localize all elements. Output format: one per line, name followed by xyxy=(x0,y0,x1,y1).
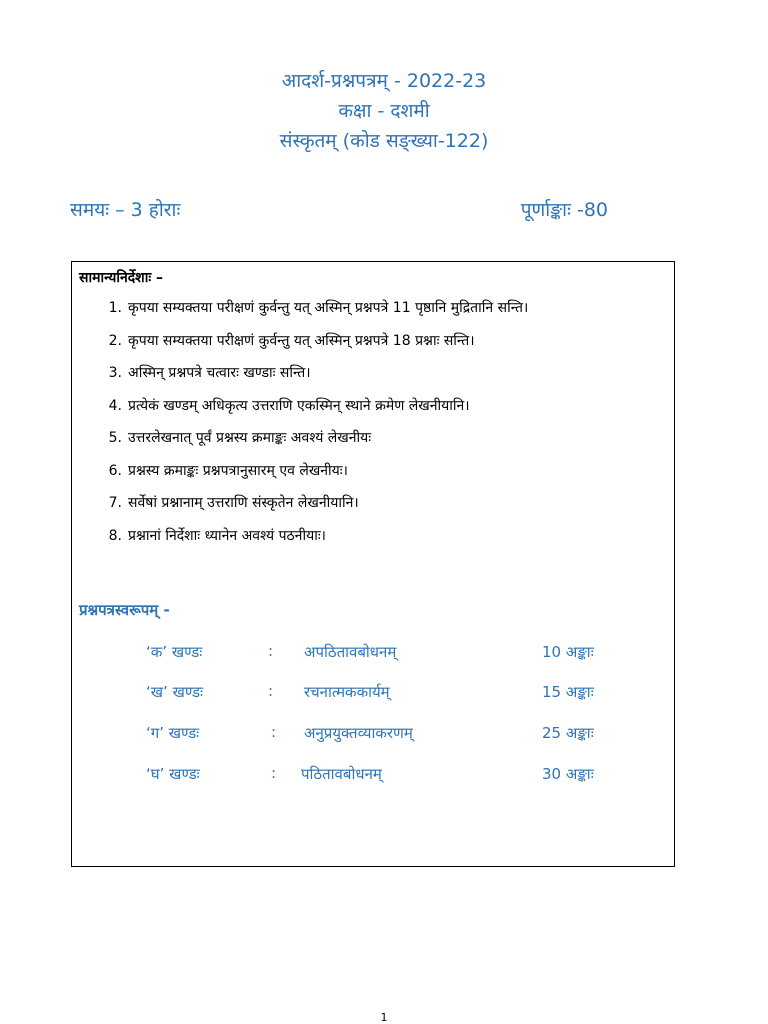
instructions-box xyxy=(71,261,675,867)
separator: : xyxy=(271,764,277,782)
title-block xyxy=(0,66,768,156)
section-marks: 25 अङ्काः xyxy=(542,724,594,742)
separator: : xyxy=(268,682,274,700)
section-marks: 10 अङ्काः xyxy=(542,643,594,661)
total-marks-info: पूर्णाङ्काः -80 xyxy=(520,199,608,221)
subject-line: संस्कृतम् (कोड सङ्ख्या-122) xyxy=(279,130,489,152)
list-item: 7. सर्वेषां प्रश्नानाम् उत्तराणि संस्कृतेन लेखनीयानि। xyxy=(108,495,359,511)
list-item: 3. अस्मिन् प्रश्नपत्रे चत्वारः खण्डाः सन्ति। xyxy=(108,365,311,381)
section-label: ‘ग’ खण्डः xyxy=(146,724,200,742)
section-marks: 15 अङ्काः xyxy=(542,683,594,701)
section-label: ‘ख’ खण्डः xyxy=(146,683,204,701)
list-item: 5. उत्तरलेखनात् पूर्वं प्रश्नस्य क्रमाङ्कः अवश्यं लेखनीयः xyxy=(108,430,372,446)
instructions-heading: सामान्यनिर्देशाः – xyxy=(79,270,164,286)
list-item: 2. कृपया सम्यक्तया परीक्षणं कुर्वन्तु यत् अस्मिन् प्रश्नपत्रे 18 प्रश्नाः सन्ति। xyxy=(108,332,475,349)
separator: : xyxy=(271,723,277,741)
paper-title: आदर्श-प्रश्नपत्रम् - 2022-23 xyxy=(281,70,487,92)
time-info: समयः – 3 होराः xyxy=(70,199,181,221)
list-item: 1. कृपया सम्यक्तया परीक्षणं कुर्वन्तु यत् अस्मिन् प्रश्नपत्रे 11 पृष्ठानि मुद्रितानि सन्ति। xyxy=(108,300,529,316)
instructions-list xyxy=(100,292,528,552)
class-line: कक्षा - दशमी xyxy=(338,100,430,122)
list-item: 8. प्रश्नानां निर्देशाः ध्यानेन अवश्यं पठनीयाः। xyxy=(108,527,326,544)
paper-structure-heading: प्रश्नपत्रस्वरूपम् - xyxy=(79,601,170,619)
section-row xyxy=(72,642,676,666)
section-row xyxy=(72,723,676,747)
section-name: अपठितावबोधनम् xyxy=(304,643,397,661)
section-name: रचनात्मककार्यम् xyxy=(304,683,390,701)
separator: : xyxy=(268,642,274,660)
section-marks: 30 अङ्काः xyxy=(542,765,594,783)
section-label: ‘घ’ खण्डः xyxy=(146,765,200,783)
page-number: 1 xyxy=(380,1011,388,1024)
section-name: पठितावबोधनम् xyxy=(301,765,382,783)
section-row xyxy=(72,764,676,788)
list-item: 6. प्रश्नस्य क्रमाङ्कः प्रश्नपत्रानुसारम् एव लेखनीयः। xyxy=(108,462,348,479)
section-row xyxy=(72,682,676,706)
section-name: अनुप्रयुक्तव्याकरणम् xyxy=(304,724,413,742)
section-label: ‘क’ खण्डः xyxy=(146,643,203,661)
list-item: 4. प्रत्येकं खण्डम् अधिकृत्य उत्तराणि एकस्मिन् स्थाने क्रमेण लेखनीयानि। xyxy=(108,397,470,414)
